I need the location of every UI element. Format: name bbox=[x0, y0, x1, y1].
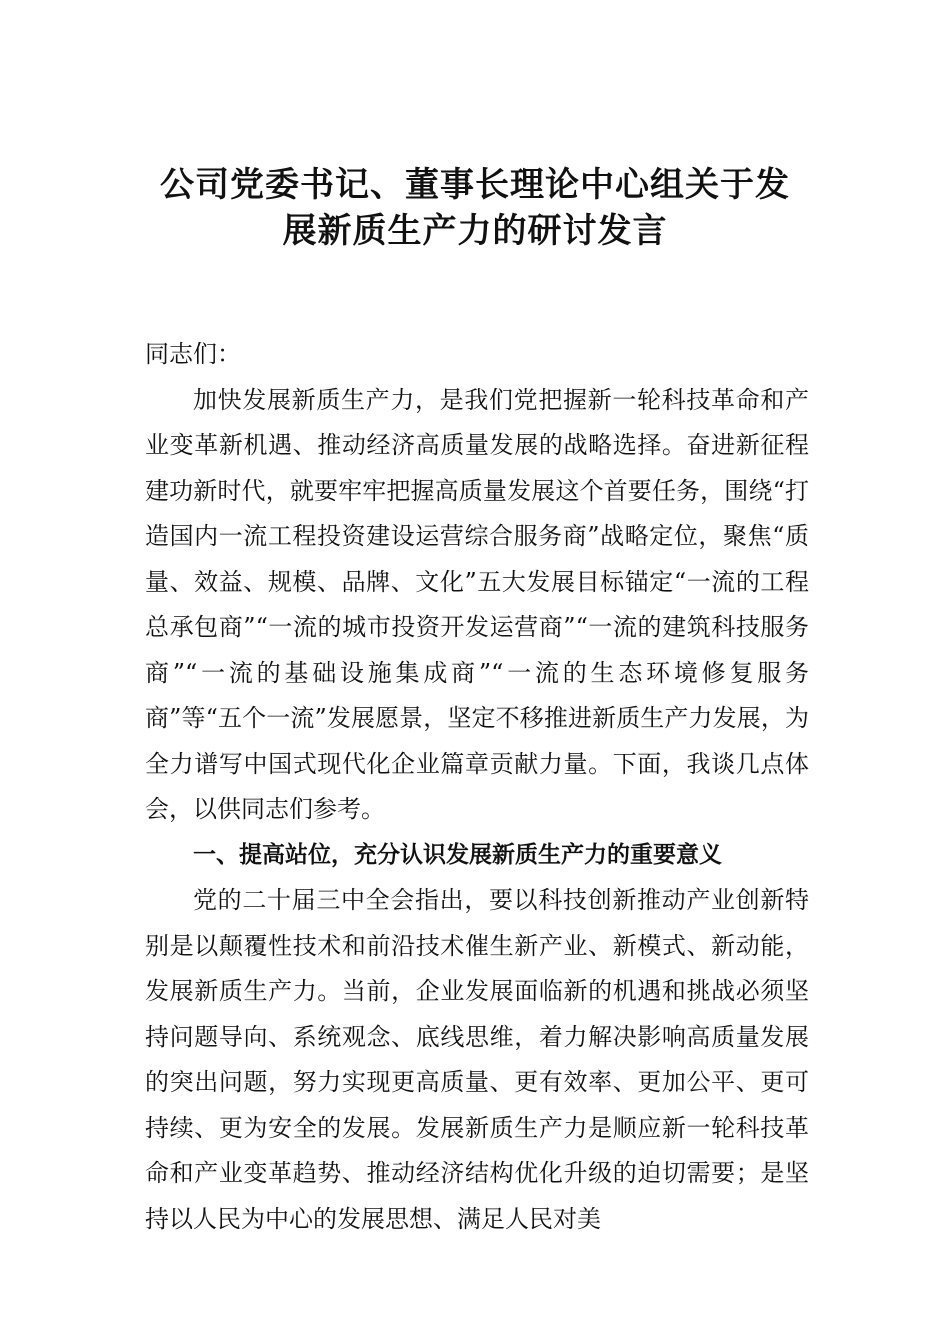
document-title-line-1: 公司党委书记、董事长理论中心组关于发 bbox=[160, 165, 790, 205]
paragraph-introduction: 加快发展新质生产力，是我们党把握新一轮科技革命和产业变革新机遇、推动经济高质量发展的战略选择。奋进新征程建功新时代，就要牢牢把握高质量发展这个首要任务，围绕“打造国内一流工程投资建设运营综合服务商”战略定位，聚焦“质量、效益、规模、品牌、文化”五大发展目标锚定“一流的工程总承包商”“一流的城市投资开发运营商”“一流的建筑科技服务商”“一流的基础设施集成商”“一流的生态环境修复服务商”等“五个一流”发展愿景，坚定不移推进新质生产力发展，为全力谱写中国式现代化企业篇章贡献力量。下面，我谈几点体会，以供同志们参考。 bbox=[145, 385, 809, 823]
salutation: 同志们： bbox=[145, 340, 241, 368]
section-heading-1: 一、提高站位，充分认识发展新质生产力的重要意义 bbox=[193, 841, 722, 868]
document-body bbox=[145, 332, 809, 1242]
document-title-line-2: 展新质生产力的研讨发言 bbox=[282, 211, 668, 251]
paragraph-section-1: 党的二十届三中全会指出，要以科技创新推动产业创新特别是以颠覆性技术和前沿技术催生新产业、新模式、新动能，发展新质生产力。当前，企业发展面临新的机遇和挑战必须坚持问题导向、系统观念、底线思维，着力解决影响高质量发展的突出问题，努力实现更高质量、更有效率、更加公平、更可持续、更为安全的发展。发展新质生产力是顺应新一轮科技革命和产业变革趋势、推动经济结构优化升级的迫切需要；是坚持以人民为中心的发展思想、满足人民对美 bbox=[145, 886, 809, 1233]
